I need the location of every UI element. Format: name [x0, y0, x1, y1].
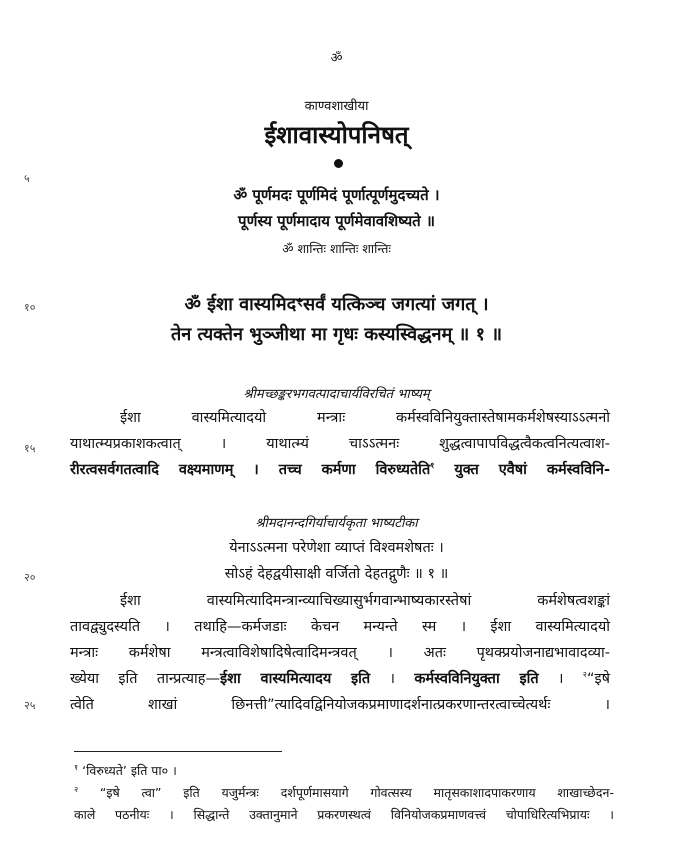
footnote-2-mark: २: [74, 785, 79, 794]
invocation: ॐ: [330, 51, 343, 66]
tika-verse-1: येनाऽऽत्मना परेणेशा व्याप्तं विश्वमशेषतः ।: [229, 540, 444, 556]
tika-verse-2: सोऽहं देहद्वयीसाक्षी वर्जितो देहतद्गुणैः ॥ १ ॥: [224, 566, 449, 582]
line-number-10: १०: [24, 301, 36, 314]
shanti-line-1: ॐ पूर्णमदः पूर्णमिदं पूर्णात्पूर्णमुदच्यते ।: [233, 186, 440, 204]
bhashya-line-3-text: रीरत्वसर्वगतत्वादि वक्ष्यमाणम् । तच्च कर्मणा विरुध्यतेति: [70, 462, 431, 478]
footnote-1: [74, 762, 177, 779]
footnote-1-mark: १: [74, 763, 79, 772]
footnote-rule: [74, 751, 282, 752]
bhashya-heading: श्रीमच्छङ्करभगवत्पादाचार्यविरचितं भाष्यम्: [243, 387, 430, 402]
footnote-ref-1: १: [430, 461, 435, 471]
shanti-line-3: ॐ शान्तिः शान्तिः शान्तिः: [282, 241, 391, 256]
line-number-25: २५: [24, 699, 36, 712]
bhashya-line-3: [70, 459, 610, 479]
shanti-line-2: पूर्णस्य पूर्णमादाय पूर्णमेवावशिष्यते ॥: [238, 212, 435, 230]
line-number-15: १५: [24, 442, 36, 455]
tika-line-5: त्वेति शाखां छिनत्ती”त्यादिवद्विनियोजकप्रमाणादर्शनात्प्रकरणान्तरत्वाच्चेत्यर्थः ।: [70, 697, 610, 713]
footnote-2-line-1: [74, 784, 614, 801]
mantra-line-2: तेन त्यक्तेन भुञ्जीथा मा गृधः कस्यस्विद्धनम् ॥ १ ॥: [170, 324, 503, 345]
separator-dot: [334, 159, 343, 168]
tika-line-2: तावद्व्युदस्यति । तथाहि—कर्मजडाः केचन मन्यन्ते स्म । ईशा वास्यमित्यादयो: [70, 619, 610, 635]
tika-line-4: [70, 668, 610, 688]
footnote-2-text: “इषे त्वा” इति यजुर्मन्त्रः दर्शपूर्णमासयागे गोवत्सस्य मातृसकाशादपाकरणाय शाखाच्छेदन-: [99, 785, 614, 801]
tika-line-4-tail: “इषे: [586, 671, 610, 687]
bhashya-line-1: ईशा वास्यमित्यादयो मन्त्राः कर्मस्वविनियुक्तास्तेषामकर्मशेषस्याऽऽत्मनो: [120, 410, 610, 426]
line-number-5: ५: [24, 172, 30, 185]
footnote-2-line-2: काले पठनीयः । सिद्धान्ते उक्तानुमाने प्रकरणस्थत्वं विनियोजकप्रमाणवत्त्वं चोपाधिरित्यभिप्रायः ।: [74, 807, 614, 822]
tika-heading: श्रीमदानन्दगिर्याचार्यकृता भाष्यटीका: [255, 516, 418, 531]
page-title: ईशावास्योपनिषत्: [264, 121, 409, 149]
tika-line-1: ईशा वास्यमित्यादिमन्त्रान्व्याचिख्यासुर्भगवान्भाष्यकारस्तेषां कर्मशेषत्वशङ्कां: [120, 593, 610, 609]
tika-line-4-text: ख्येया इति तान्प्रत्याह—: [70, 671, 220, 687]
footnote-1-text: ‘विरुध्यते’ इति पा० ।: [82, 763, 177, 779]
tika-quote-pratika-1: ईशा वास्यमित्यादय इति: [220, 671, 371, 687]
mantra-line-1: ॐ ईशा वास्यमिदꣳसर्वं यत्किञ्च जगत्यां जगत् ।: [184, 294, 489, 315]
recension-label: काण्वशाखीया: [304, 99, 369, 114]
tika-danda-2: ।: [538, 671, 583, 687]
tika-quote-pratika-2: कर्मस्वविनियुक्ता इति: [414, 671, 539, 687]
bhashya-line-2: याथात्म्यप्रकाशकत्वात् । याथात्म्यं चाऽऽत्मनः शुद्धत्वापापविद्धत्वैकत्वनित्यत्वाश-: [70, 436, 610, 452]
tika-line-3: मन्त्राः कर्मशेषा मन्त्रत्वाविशेषादिषेत्वादिमन्त्रवत् । अतः पृथक्प्रयोजनाद्यभावादव्या-: [70, 645, 610, 661]
tika-danda-1: ।: [370, 671, 415, 687]
line-number-20: २०: [24, 571, 36, 584]
bhashya-line-3-tail: युक्त एवैषां कर्मस्वविनि-: [434, 462, 610, 478]
footnote-ref-2: २: [582, 670, 587, 680]
